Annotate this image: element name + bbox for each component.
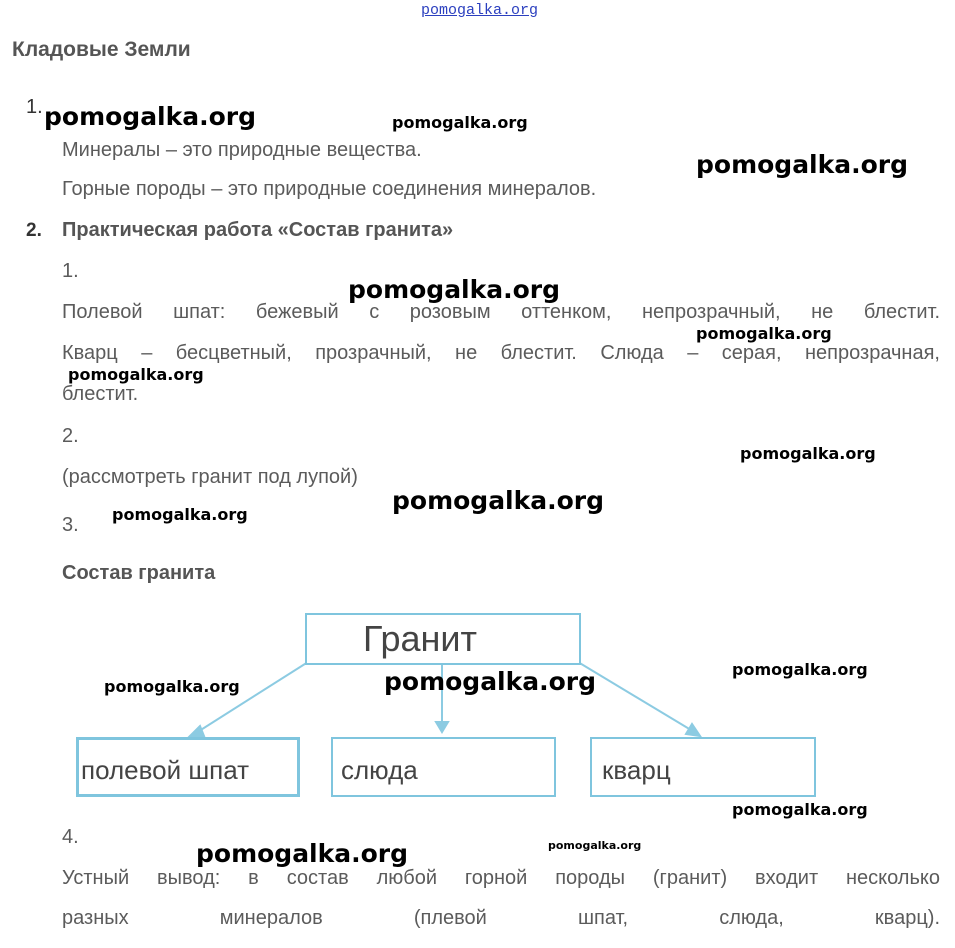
step-1-number: 1. (62, 260, 79, 282)
watermark: pomogalka.org (732, 800, 868, 819)
watermark: pomogalka.org (104, 677, 240, 696)
watermark: pomogalka.org (696, 324, 832, 343)
quartz-label: кварц (602, 755, 671, 785)
granite-composition-heading: Состав гранита (62, 562, 216, 584)
watermark: pomogalka.org (68, 365, 204, 384)
watermark: pomogalka.org (392, 113, 528, 132)
minerals-definition: Минералы – это природные вещества. (62, 139, 422, 161)
quartz-box (590, 737, 816, 797)
arrow-mica (436, 722, 448, 732)
step-3-number: 3. (62, 514, 79, 536)
feldspar-label: полевой шпат (81, 755, 250, 785)
rocks-definition: Горные породы – это природные соединения минералов. (62, 178, 597, 200)
watermark: pomogalka.org (732, 660, 868, 679)
watermark: pomogalka.org (112, 505, 248, 524)
page-title: Кладовые Земли (12, 38, 191, 61)
step-2-number: 2. (62, 425, 79, 447)
mica-description-end: блестит. (62, 383, 139, 405)
watermark: pomogalka.org (392, 486, 605, 515)
step-2-text: (рассмотреть гранит под лупой) (62, 466, 358, 488)
feldspar-box (76, 737, 300, 797)
connector-to-feldspar (196, 662, 308, 733)
quartz-mica-description: Кварц – бесцветный, прозрачный, не блестит. Слюда – серая, непрозрачная, (62, 342, 940, 364)
mica-label: слюда (341, 755, 418, 785)
arrow-quartz (686, 724, 700, 736)
site-link[interactable]: pomogalka.org (421, 2, 539, 19)
section-1-number: 1. (26, 96, 43, 118)
granite-label: Гранит (363, 618, 477, 659)
conclusion-line-2: разных минералов (плевой шпат, слюда, кварц). (62, 907, 940, 929)
granite-box (305, 613, 581, 665)
feldspar-description: Полевой шпат: бежевый с розовым оттенком, непрозрачный, не блестит. (62, 301, 940, 323)
section-2-title: Практическая работа «Состав гранита» (62, 219, 454, 241)
watermark: pomogalka.org (348, 275, 561, 304)
watermark: pomogalka.org (44, 102, 257, 131)
watermark: pomogalka.org (196, 839, 409, 868)
section-2-number: 2. (26, 220, 42, 241)
step-4-number: 4. (62, 826, 79, 848)
watermark: pomogalka.org (384, 667, 597, 696)
mica-box (331, 737, 556, 797)
watermark: pomogalka.org (740, 444, 876, 463)
conclusion-line-1: Устный вывод: в состав любой горной породы (гранит) входит несколько (62, 867, 940, 889)
watermark: pomogalka.org (548, 839, 642, 852)
watermark: pomogalka.org (696, 150, 909, 179)
